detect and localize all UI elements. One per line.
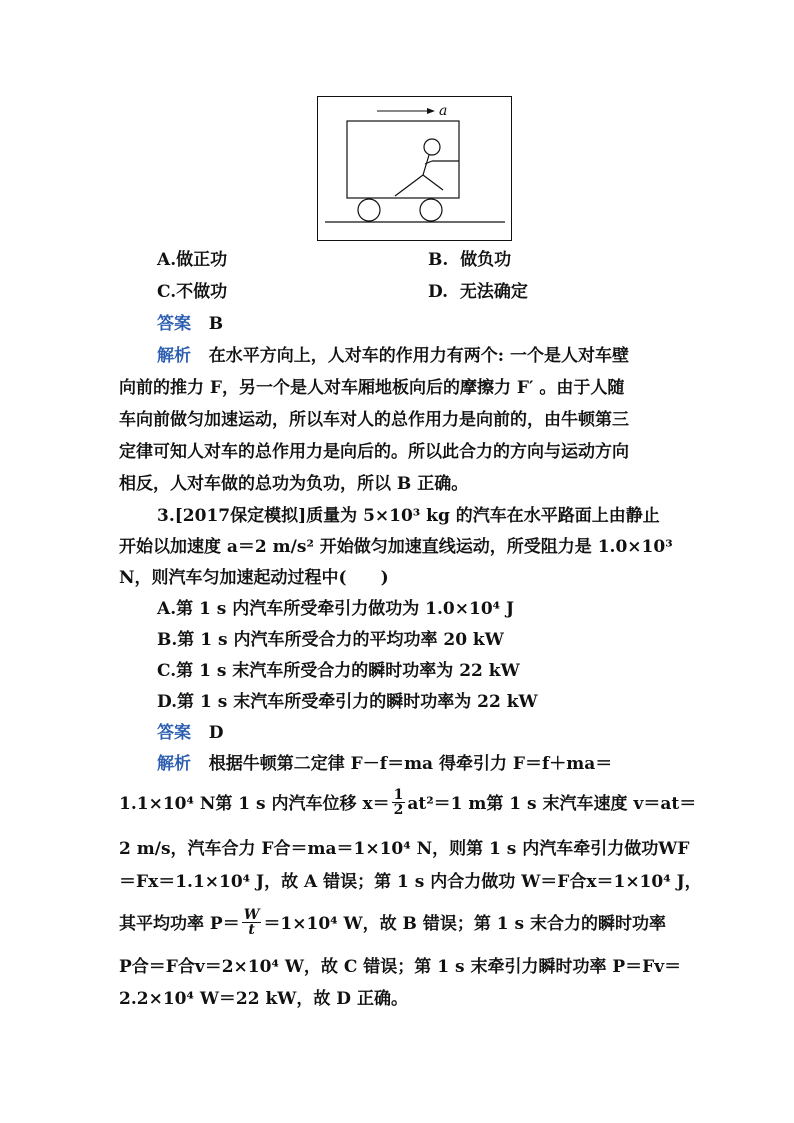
car-body	[347, 121, 459, 198]
answer-label: 答案	[157, 314, 191, 334]
person-head	[424, 139, 440, 155]
person-leg-front	[423, 175, 443, 190]
answer-value: B	[208, 314, 224, 334]
analysis-line-5: 其平均功率 P＝ $\frac{W}{t}$ ＝1×10⁴ W，故 B 错误；第 1 s 末合力的瞬时功率	[119, 907, 666, 938]
person-leg-back	[395, 175, 423, 196]
analysis-prev-line-5: 相反，人对车做的总功为负功，所以 B 正确。	[119, 474, 469, 494]
answer-prev	[157, 313, 223, 335]
question-3-option-b: B.第 1 s 内汽车所受合力的平均功率 20 kW	[157, 630, 504, 650]
person-arm	[425, 161, 432, 164]
option-c-prev: C.不做功	[157, 282, 228, 302]
question-3-stem-2: 开始以加速度 a＝2 m/s² 开始做匀加速直线运动，所受阻力是 1.0×10³	[119, 537, 673, 557]
analysis-line-4: ＝Fx＝1.1×10⁴ J，故 A 错误；第 1 s 内合力做功 W＝F合x＝1×10⁴ J，	[119, 872, 702, 892]
question-3-option-c: C.第 1 s 末汽车所受合力的瞬时功率为 22 kW	[157, 661, 520, 681]
option-b-prev: B. 做负功	[428, 250, 512, 270]
question-source: [2017保定模拟]	[174, 506, 307, 526]
fraction-one-half: $\frac{1}{2}$	[393, 787, 404, 818]
car-diagram	[317, 96, 512, 241]
question-3-stem-3: N，则汽车匀加速起动过程中( )	[119, 568, 389, 588]
analysis-line-6: P合＝F合v＝2×10⁴ W，故 C 错误；第 1 s 末牵引力瞬时功率 P＝Fv＝	[119, 957, 682, 977]
question-number: 3.	[157, 506, 175, 526]
answer-label: 答案	[157, 723, 191, 743]
question-3-option-a: A.第 1 s 内汽车所受牵引力做功为 1.0×10⁴ J	[157, 599, 515, 619]
analysis-prev-line-2: 向前的推力 F，另一个是人对车厢地板向后的摩擦力 F′ 。由于人随	[119, 378, 625, 398]
person-body	[423, 155, 429, 175]
answer	[157, 722, 224, 744]
option-a-prev: A.做正功	[157, 250, 228, 270]
analysis-line-1: 解析 根据牛顿第二定律 F－f＝ma 得牵引力 F＝f＋ma＝	[157, 754, 613, 774]
accel-arrowhead	[427, 108, 435, 114]
question-3-option-d: D.第 1 s 末汽车所受牵引力的瞬时功率为 22 kW	[157, 692, 538, 712]
analysis-prev-line-1: 解析 在水平方向上，人对车的作用力有两个: 一个是人对车壁	[157, 346, 629, 366]
analysis-line-2: 1.1×10⁴ N第 1 s 内汽车位移 x＝ $\frac{1}{2}$ at²＝1 m第 1 s 末汽车速度 v＝at＝	[119, 787, 697, 818]
analysis-label: 解析	[157, 754, 191, 774]
analysis-line-7: 2.2×10⁴ W＝22 kW，故 D 正确。	[119, 989, 408, 1009]
analysis-line-3: 2 m/s，汽车合力 F合＝ma＝1×10⁴ N，则第 1 s 内汽车牵引力做功WF	[119, 839, 690, 859]
analysis-label: 解析	[157, 346, 191, 366]
analysis-prev-line-3: 车向前做匀加速运动，所以车对人的总作用力是向前的，由牛顿第三	[119, 410, 629, 430]
fraction-w-over-t: $\frac{W}{t}$	[243, 907, 260, 938]
accel-label: a	[439, 103, 448, 119]
question-3-stem-1: 3.[2017保定模拟]质量为 5×10³ kg 的汽车在水平路面上由静止	[157, 506, 660, 526]
wheel-right	[420, 199, 442, 221]
option-d-prev: D. 无法确定	[428, 282, 528, 302]
answer-value: D	[208, 723, 224, 743]
wheel-left	[358, 199, 380, 221]
analysis-prev-line-4: 定律可知人对车的总作用力是向后的。所以此合力的方向与运动方向	[119, 442, 629, 462]
